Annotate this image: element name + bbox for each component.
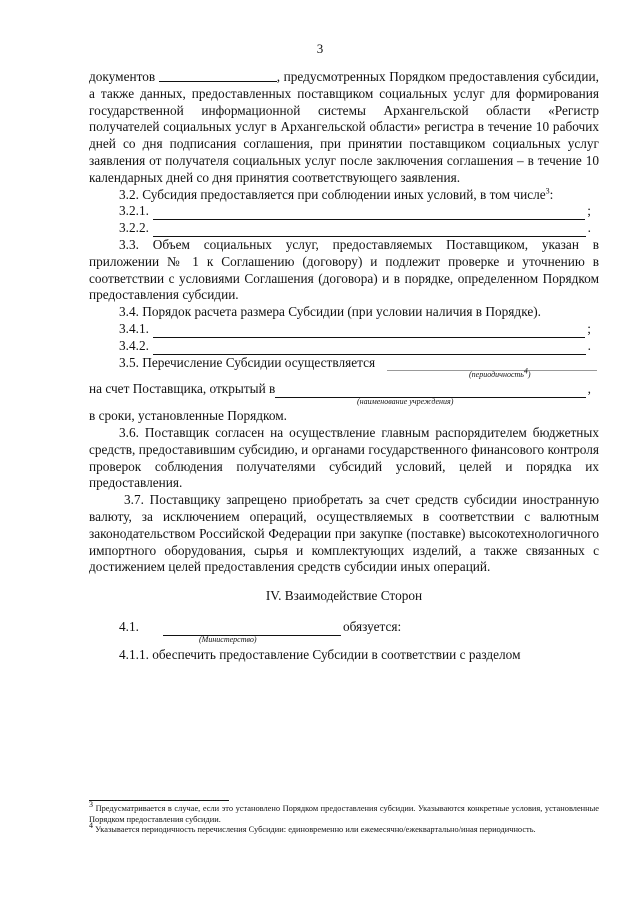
paragraph-3-5-account bbox=[89, 381, 599, 398]
p32-colon: : bbox=[549, 186, 554, 202]
p35b-text: на счет Поставщика, открытый в bbox=[89, 381, 276, 397]
blank-field bbox=[153, 342, 586, 355]
p41-end: обязуется: bbox=[342, 618, 402, 634]
paragraph-3-3: 3.3. Объем социальных услуг, предоставляемых Поставщиком, указан в приложении № 1 к Соглашению (договору) и подлежит проверке и уточнению в соответствии с условиями Соглашения (договора) и в порядке, определенном Порядком предоставления субсидии. bbox=[89, 236, 599, 303]
p1-text: , предусмотренных Порядком предоставления субсидии, а также данных, предоставленных поставщиком социальных услуг для формирования государственной информационной системы Архангельской области «Регистр получателей социальных услуг в Архангельской области» регистра в течение 10 рабочих дней со дня подписания соглашения, при принятии поставщиком социальных услуг заявления от получателя социальных услуг после заключения соглашения – в течение 10 календарных дней со дня принятия соответствующего заявления. bbox=[89, 69, 599, 185]
blank-field bbox=[153, 224, 586, 237]
paragraph-3-6: 3.6. Поставщик согласен на осуществление главным распорядителем бюджетных средств, предоставившим субсидию, и органами государственного финансового контроля проверок соблюдения получателями субсидий условий, целей и порядка их предоставления. bbox=[89, 424, 599, 491]
blank-field bbox=[163, 623, 341, 636]
item-3-4-2 bbox=[89, 338, 599, 355]
paragraph-4-1 bbox=[89, 619, 599, 636]
caption-text: (периодичность bbox=[469, 370, 524, 380]
paragraph-3-7: 3.7. Поставщику запрещено приобретать за счет средств субсидии иностранную валюту, за исключением операций, осуществляемых в соответствии с валютным законодательством Российской Федерации при закупке (поставке) высокотехнологичного импортного оборудования, сырья и комплектующих изделий, а также связанных с достижением целей предоставления средств субсидии иных операций. bbox=[89, 492, 599, 575]
paragraph-3-5-terms: в сроки, установленные Порядком. bbox=[89, 408, 287, 424]
item-3-2-1 bbox=[89, 203, 599, 220]
item-end: . bbox=[587, 220, 591, 236]
footnote-mark: 3 bbox=[89, 800, 93, 810]
paragraph-3-5 bbox=[89, 355, 599, 372]
blank-field bbox=[153, 207, 585, 220]
p32-text: 3.2. Субсидия предоставляется при соблюдении иных условий, в том числе bbox=[119, 186, 546, 202]
footnote-4 bbox=[89, 821, 599, 836]
item-end: , bbox=[587, 381, 591, 397]
item-3-4-1 bbox=[89, 321, 599, 338]
footnote-ref-3: 3 bbox=[545, 186, 550, 196]
paragraph-4-1-1: 4.1.1. обеспечить предоставление Субсидии в соответствии с разделом bbox=[119, 646, 521, 662]
blank-field bbox=[159, 69, 277, 82]
item-number: 4.1. bbox=[119, 618, 139, 634]
item-number: 3.2.1. bbox=[119, 203, 149, 219]
blank-field bbox=[153, 325, 585, 338]
item-number: 3.4.1. bbox=[119, 320, 149, 336]
section-heading: IV. Взаимодействие Сторон bbox=[265, 588, 423, 604]
item-end: . bbox=[587, 337, 591, 353]
item-end: ; bbox=[587, 320, 591, 336]
caption-periodicity bbox=[89, 366, 599, 380]
p35-text: 3.5. Перечисление Субсидии осуществляется bbox=[119, 354, 376, 370]
footnote-text: Указывается периодичность перечисления Субсидии: единовременно или ежемесячно/ежеквартально/иная периодичность. bbox=[95, 825, 536, 834]
item-3-2-2 bbox=[89, 220, 599, 237]
paragraph-3-4: 3.4. Порядок расчета размера Субсидии (при условии наличия в Порядке). bbox=[119, 304, 541, 320]
paragraph-3-1-continued bbox=[89, 69, 599, 187]
footnote-separator bbox=[89, 800, 229, 801]
footnote-mark: 4 bbox=[89, 821, 93, 831]
paragraph-3-2 bbox=[89, 187, 599, 204]
page-number: 3 bbox=[316, 41, 324, 56]
document-body bbox=[89, 69, 599, 664]
caption-close: ) bbox=[527, 370, 531, 380]
caption-institution: (наименование учреждения) bbox=[357, 397, 454, 407]
item-end: ; bbox=[587, 203, 591, 219]
p1-start: документов bbox=[89, 69, 156, 84]
footnote-text: Предусматривается в случае, если это установлено Порядком предоставления субсидии. Указываются конкретные условия, установленные Порядком предоставления субсидии. bbox=[89, 804, 599, 824]
footnote-3 bbox=[89, 800, 599, 825]
caption-ministry: (Министерство) bbox=[199, 634, 257, 644]
footnotes bbox=[89, 800, 599, 836]
item-number: 3.2.2. bbox=[119, 220, 149, 236]
footnote-ref-4: 4 bbox=[523, 366, 528, 376]
item-number: 3.4.2. bbox=[119, 337, 149, 353]
